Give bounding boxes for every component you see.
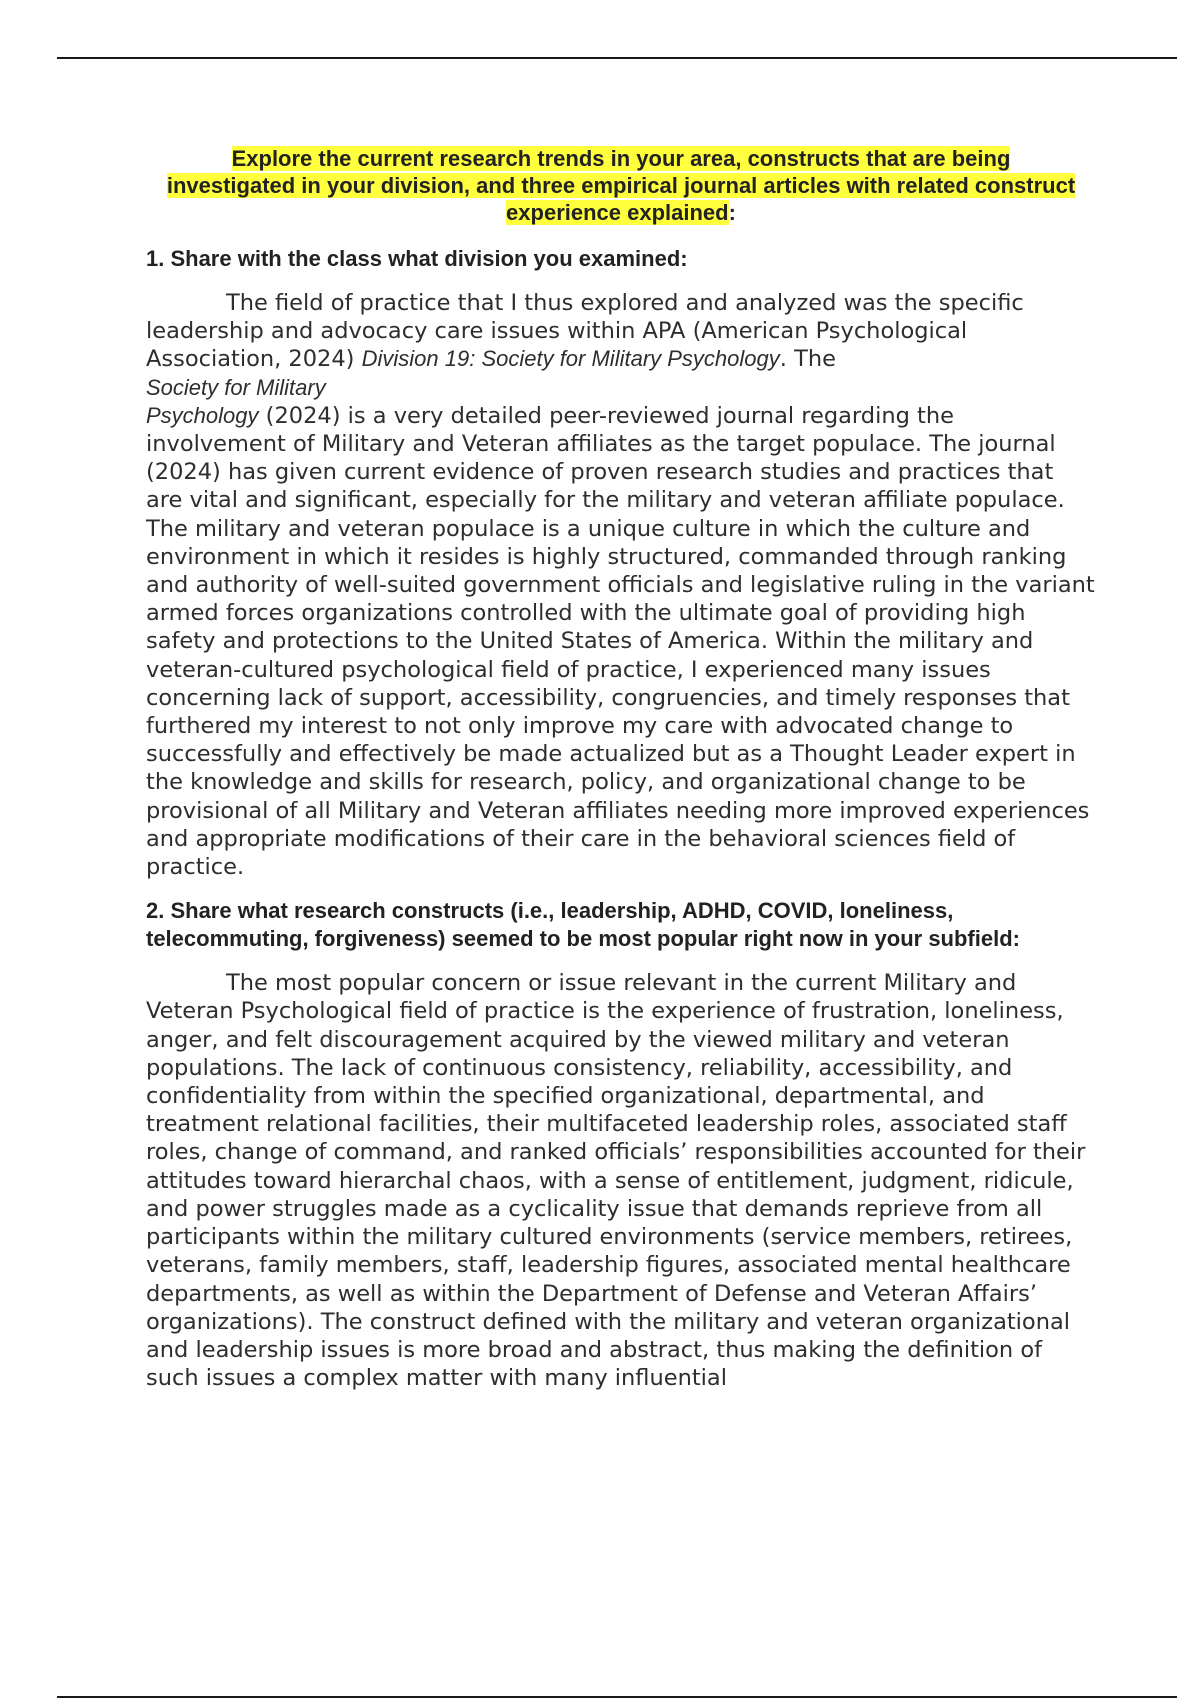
section-1-paragraph (146, 289, 1096, 881)
society-name-italic-line2: Psychology (146, 402, 259, 428)
section-1-intro-text: The field of practice that I thus explored and analyzed was the specific leadership and advocacy care issues within APA (American Psychological Association, 2024) (146, 290, 1024, 373)
highlighted-prompt-text: Explore the current research trends in your area, constructs that are being investigated in your division, and three empirical journal articles with related construct experience explained (166, 146, 1076, 225)
section-2-paragraph: The most popular concern or issue relevant in the current Military and Veteran Psychological field of practice is the experience of frustration, loneliness, anger, and felt discouragement acquired by the viewed military and veteran populations. The lack of continuous consistency, reliability, accessibility, and confidentiality from within the specified organizational, departmental, and treatment relational facilities, their multifaceted leadership roles, associated staff roles, change of command, and ranked officials’ responsibilities accounted for their attitudes toward hierarchal chaos, with a sense of entitlement, judgment, ridicule, and power struggles made as a cyclicality issue that demands reprieve from all participants within the military cultured environments (service members, retirees, veterans, family members, staff, leadership figures, associated mental healthcare departments, as well as within the Department of Defense and Veteran Affairs’ organizations). The construct defined with the military and veteran organizational and leadership issues is more broad and abstract, thus making the definition of such issues a complex matter with many influential (146, 970, 1086, 1392)
assignment-prompt-title (146, 145, 1096, 226)
section-1-body-text: (2024) is a very detailed peer-reviewed journal regarding the involvement of Military and Veteran affiliates as the target populace. The journal (2024) has given current evidence of proven research studies and practices that are vital and significant, especially for the military and veteran affiliate populace. The military and veteran populace is a unique culture in which the culture and environment in which it resides is highly structured, commanded through ranking and authority of well-suited government officials and legislative ruling in the variant armed forces organizations controlled with the ultimate goal of providing high safety and protections to the United States of America. Within the military and veteran-cultured psychological field of practice, I experienced many issues concerning lack of support, accessibility, congruencies, and timely responses that furthered my interest to not only improve my care with advocated change to successfully and effectively be made actualized but as a Thought Leader expert in the knowledge and skills for research, policy, and organizational change to be provisional of all Military and Veteran affiliates needing more improved experiences and appropriate modifications of their care in the behavioral sciences field of practice. (146, 402, 1095, 881)
society-name-italic-line1: Society for Military (146, 374, 326, 400)
prompt-title-tail: : (728, 200, 736, 225)
section-1-the-text: . The (779, 346, 836, 373)
page-top-rule (57, 57, 1177, 59)
document-body (146, 145, 1096, 1408)
page-bottom-rule (57, 1696, 1177, 1698)
section-2-heading: 2. Share what research constructs (i.e., leadership, ADHD, COVID, loneliness, telecommuting, forgiveness) seemed to be most popular right now in your subfield: (146, 898, 1020, 952)
section-1-heading: 1. Share with the class what division you examined: (146, 246, 688, 271)
division-name-italic: Division 19: Society for Military Psychology (361, 346, 780, 372)
